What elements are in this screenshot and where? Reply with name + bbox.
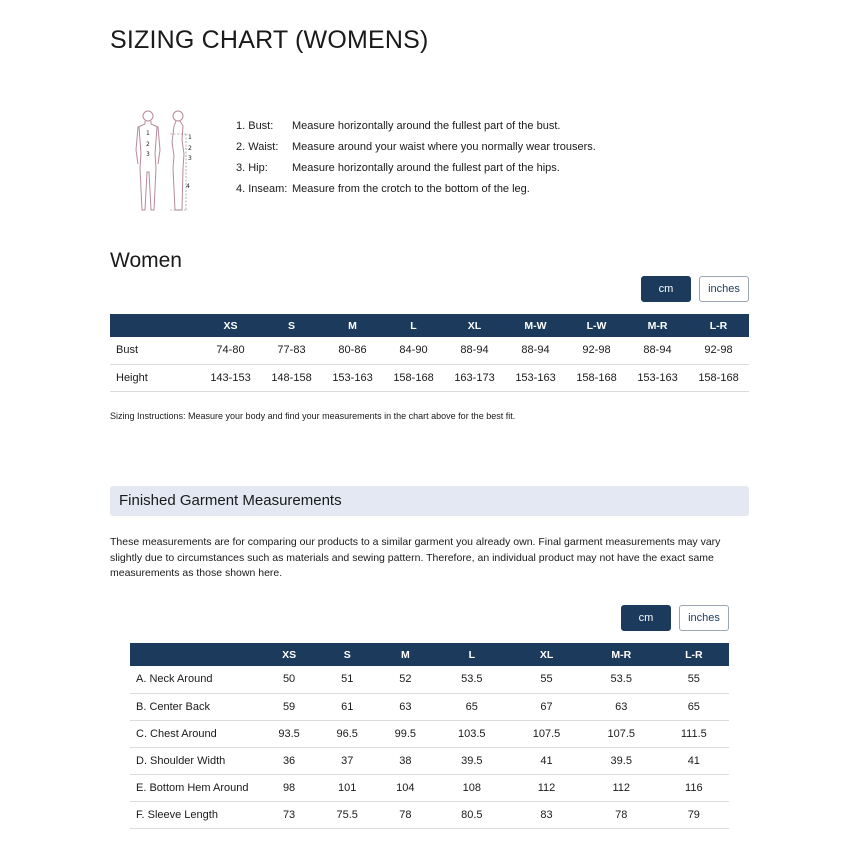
- table-header-cell: M-W: [505, 314, 566, 337]
- table-cell: 61: [318, 693, 376, 720]
- table-row: [130, 747, 729, 774]
- table-cell: 84-90: [383, 337, 444, 364]
- garment-description: These measurements are for comparing our products to a similar garment you already own. Final garment measurements may vary slightly due to circumstances such as materials and sewing pattern. Therefore, an individual product may not have the exact same measurements as those shown here.: [110, 536, 721, 579]
- table-cell: 50: [260, 666, 318, 693]
- instruction-label: 2. Waist:: [236, 141, 279, 153]
- women-unit-toggle: [641, 276, 749, 302]
- instruction-label: 4. Inseam:: [236, 183, 288, 195]
- table-cell: 108: [434, 774, 509, 801]
- table-cell: 38: [376, 747, 434, 774]
- table-cell: 153-163: [627, 364, 688, 391]
- table-header-cell: M: [322, 314, 383, 337]
- table-cell: 99.5: [376, 720, 434, 747]
- table-header-cell: L-R: [659, 643, 729, 666]
- table-cell: 41: [509, 747, 584, 774]
- row-label: D. Shoulder Width: [130, 747, 260, 774]
- table-row: [130, 720, 729, 747]
- garment-size-table: [130, 643, 729, 829]
- women-inches-button[interactable]: inches: [699, 276, 749, 302]
- table-cell: 143-153: [200, 364, 261, 391]
- table-cell: 55: [509, 666, 584, 693]
- table-cell: 37: [318, 747, 376, 774]
- table-cell: 41: [659, 747, 729, 774]
- table-cell: 73: [260, 801, 318, 828]
- table-cell: 92-98: [566, 337, 627, 364]
- women-heading: Women: [110, 249, 182, 272]
- table-cell: 92-98: [688, 337, 749, 364]
- table-cell: 101: [318, 774, 376, 801]
- table-cell: 78: [584, 801, 659, 828]
- table-cell: 55: [659, 666, 729, 693]
- garment-cm-button[interactable]: cm: [621, 605, 671, 631]
- table-cell: 163-173: [444, 364, 505, 391]
- row-label: B. Center Back: [130, 693, 260, 720]
- table-header-cell: S: [261, 314, 322, 337]
- table-header-cell: XS: [200, 314, 261, 337]
- figure-front-label-1: 1: [146, 130, 150, 137]
- table-cell: 158-168: [383, 364, 444, 391]
- figure-side-label-3: 3: [188, 155, 192, 162]
- table-cell: 39.5: [584, 747, 659, 774]
- instruction-row: [236, 158, 596, 179]
- instruction-row: [236, 179, 596, 200]
- table-cell: 36: [260, 747, 318, 774]
- table-header-row: [110, 314, 749, 337]
- table-cell: 96.5: [318, 720, 376, 747]
- table-row: [130, 774, 729, 801]
- table-header-cell: L: [434, 643, 509, 666]
- instruction-text: Measure horizontally around the fullest part of the bust.: [292, 120, 561, 132]
- women-cm-button[interactable]: cm: [641, 276, 691, 302]
- garment-heading: Finished Garment Measurements: [119, 492, 342, 509]
- table-cell: 77-83: [261, 337, 322, 364]
- row-label: Bust: [110, 337, 200, 364]
- table-row: [130, 693, 729, 720]
- table-cell: 98: [260, 774, 318, 801]
- table-cell: 107.5: [509, 720, 584, 747]
- table-cell: 88-94: [627, 337, 688, 364]
- table-cell: 65: [434, 693, 509, 720]
- table-cell: 148-158: [261, 364, 322, 391]
- women-size-table: [110, 314, 749, 392]
- table-header-cell: L-W: [566, 314, 627, 337]
- table-row: [130, 801, 729, 828]
- table-header-cell: L-R: [688, 314, 749, 337]
- garment-inches-button[interactable]: inches: [679, 605, 729, 631]
- table-cell: 74-80: [200, 337, 261, 364]
- table-header-cell: XL: [509, 643, 584, 666]
- table-cell: 53.5: [434, 666, 509, 693]
- figure-side-label-1: 1: [188, 134, 192, 141]
- table-header-cell: M-R: [627, 314, 688, 337]
- table-cell: 112: [584, 774, 659, 801]
- table-cell: 116: [659, 774, 729, 801]
- row-label: A. Neck Around: [130, 666, 260, 693]
- table-cell: 39.5: [434, 747, 509, 774]
- table-header-cell: XL: [444, 314, 505, 337]
- figure-front-label-2: 2: [146, 141, 150, 148]
- table-cell: 52: [376, 666, 434, 693]
- measurement-instructions: [236, 116, 596, 200]
- instruction-text: Measure around your waist where you normally wear trousers.: [292, 141, 596, 153]
- table-header-blank: [130, 643, 260, 666]
- table-header-cell: M-R: [584, 643, 659, 666]
- instruction-text: Measure horizontally around the fullest part of the hips.: [292, 162, 560, 174]
- table-header-cell: S: [318, 643, 376, 666]
- table-cell: 107.5: [584, 720, 659, 747]
- table-cell: 63: [376, 693, 434, 720]
- table-cell: 51: [318, 666, 376, 693]
- table-cell: 88-94: [444, 337, 505, 364]
- table-cell: 78: [376, 801, 434, 828]
- table-cell: 153-163: [505, 364, 566, 391]
- instruction-label: 1. Bust:: [236, 120, 274, 132]
- figure-side-label-4: 4: [186, 183, 190, 190]
- page-title: SIZING CHART (WOMENS): [110, 26, 429, 54]
- table-cell: 153-163: [322, 364, 383, 391]
- table-cell: 67: [509, 693, 584, 720]
- instruction-text: Measure from the crotch to the bottom of the leg.: [292, 183, 530, 195]
- row-label: C. Chest Around: [130, 720, 260, 747]
- sizing-note: Sizing Instructions: Measure your body and find your measurements in the chart above for the best fit.: [110, 411, 516, 421]
- table-row: [130, 666, 729, 693]
- figure-side-label-2: 2: [188, 145, 192, 152]
- row-label: Height: [110, 364, 200, 391]
- table-cell: 80.5: [434, 801, 509, 828]
- table-cell: 104: [376, 774, 434, 801]
- table-cell: 53.5: [584, 666, 659, 693]
- row-label: F. Sleeve Length: [130, 801, 260, 828]
- table-cell: 80-86: [322, 337, 383, 364]
- table-cell: 88-94: [505, 337, 566, 364]
- table-cell: 158-168: [688, 364, 749, 391]
- table-cell: 79: [659, 801, 729, 828]
- table-header-blank: [110, 314, 200, 337]
- table-row: [110, 364, 749, 391]
- table-cell: 63: [584, 693, 659, 720]
- table-cell: 158-168: [566, 364, 627, 391]
- row-label: E. Bottom Hem Around: [130, 774, 260, 801]
- instruction-row: [236, 116, 596, 137]
- garment-section-banner: [110, 486, 749, 516]
- table-header-cell: L: [383, 314, 444, 337]
- instruction-row: [236, 137, 596, 158]
- table-cell: 111.5: [659, 720, 729, 747]
- table-cell: 112: [509, 774, 584, 801]
- table-header-row: [130, 643, 729, 666]
- table-cell: 103.5: [434, 720, 509, 747]
- table-cell: 93.5: [260, 720, 318, 747]
- garment-unit-toggle: [621, 605, 729, 631]
- table-cell: 75.5: [318, 801, 376, 828]
- table-row: [110, 337, 749, 364]
- table-cell: 65: [659, 693, 729, 720]
- figure-front-label-3: 3: [146, 151, 150, 158]
- table-cell: 59: [260, 693, 318, 720]
- table-header-cell: M: [376, 643, 434, 666]
- instruction-label: 3. Hip:: [236, 162, 268, 174]
- body-measurement-figure: [126, 106, 206, 218]
- table-cell: 83: [509, 801, 584, 828]
- table-header-cell: XS: [260, 643, 318, 666]
